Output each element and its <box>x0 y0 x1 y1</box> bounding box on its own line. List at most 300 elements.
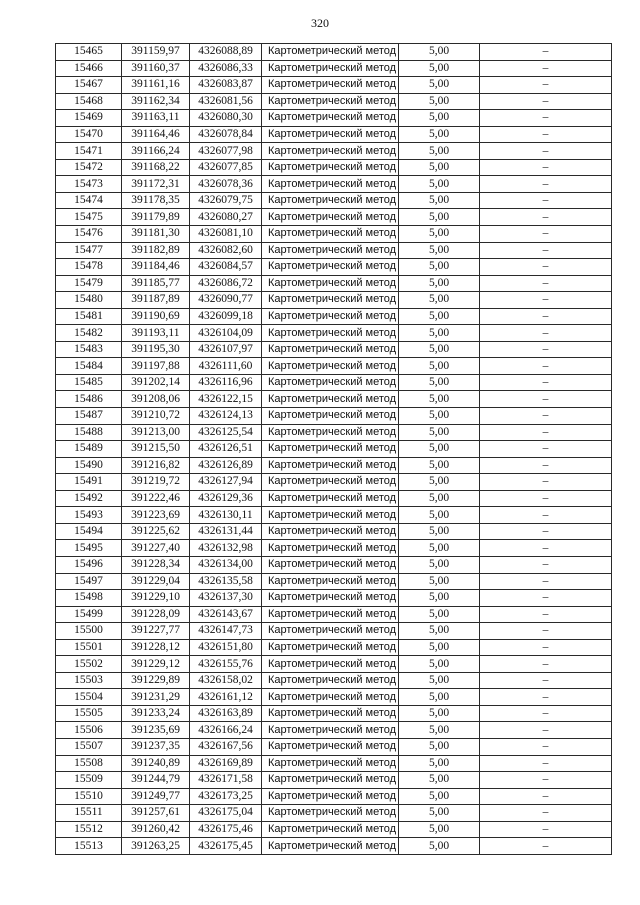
method-cell: Картометрический метод <box>262 93 399 110</box>
point-number-cell: 15467 <box>56 77 122 94</box>
y-coordinate-cell: 4326099,18 <box>190 308 262 325</box>
accuracy-cell: 5,00 <box>399 457 480 474</box>
table-row <box>56 540 612 557</box>
point-number-cell: 15508 <box>56 755 122 772</box>
x-coordinate-cell: 391219,72 <box>122 474 190 491</box>
method-cell: Картометрический метод <box>262 110 399 127</box>
x-coordinate-cell: 391161,16 <box>122 77 190 94</box>
table-row <box>56 408 612 425</box>
method-cell: Картометрический метод <box>262 788 399 805</box>
accuracy-cell: 5,00 <box>399 441 480 458</box>
y-coordinate-cell: 4326173,25 <box>190 788 262 805</box>
point-number-cell: 15509 <box>56 772 122 789</box>
description-cell: – <box>480 176 612 193</box>
description-cell: – <box>480 143 612 160</box>
point-number-cell: 15490 <box>56 457 122 474</box>
accuracy-cell: 5,00 <box>399 672 480 689</box>
table-row <box>56 523 612 540</box>
x-coordinate-cell: 391197,88 <box>122 358 190 375</box>
point-number-cell: 15481 <box>56 308 122 325</box>
accuracy-cell: 5,00 <box>399 738 480 755</box>
accuracy-cell: 5,00 <box>399 341 480 358</box>
table-row <box>56 325 612 342</box>
y-coordinate-cell: 4326086,72 <box>190 275 262 292</box>
table-row <box>56 689 612 706</box>
point-number-cell: 15471 <box>56 143 122 160</box>
method-cell: Картометрический метод <box>262 226 399 243</box>
description-cell: – <box>480 590 612 607</box>
table-row <box>56 292 612 309</box>
accuracy-cell: 5,00 <box>399 606 480 623</box>
point-number-cell: 15475 <box>56 209 122 226</box>
x-coordinate-cell: 391263,25 <box>122 838 190 855</box>
method-cell: Картометрический метод <box>262 176 399 193</box>
description-cell: – <box>480 275 612 292</box>
accuracy-cell: 5,00 <box>399 656 480 673</box>
point-number-cell: 15504 <box>56 689 122 706</box>
description-cell: – <box>480 788 612 805</box>
method-cell: Картометрический метод <box>262 821 399 838</box>
method-cell: Картометрический метод <box>262 358 399 375</box>
x-coordinate-cell: 391195,30 <box>122 341 190 358</box>
point-number-cell: 15474 <box>56 192 122 209</box>
description-cell: – <box>480 507 612 524</box>
page-number: 320 <box>311 16 329 30</box>
method-cell: Картометрический метод <box>262 457 399 474</box>
description-cell: – <box>480 60 612 77</box>
description-cell: – <box>480 772 612 789</box>
x-coordinate-cell: 391162,34 <box>122 93 190 110</box>
y-coordinate-cell: 4326078,84 <box>190 126 262 143</box>
point-number-cell: 15513 <box>56 838 122 855</box>
table-row <box>56 821 612 838</box>
description-cell: – <box>480 77 612 94</box>
table-row <box>56 606 612 623</box>
point-number-cell: 15492 <box>56 490 122 507</box>
y-coordinate-cell: 4326175,45 <box>190 838 262 855</box>
y-coordinate-cell: 4326151,80 <box>190 639 262 656</box>
y-coordinate-cell: 4326129,36 <box>190 490 262 507</box>
y-coordinate-cell: 4326116,96 <box>190 374 262 391</box>
description-cell: – <box>480 738 612 755</box>
accuracy-cell: 5,00 <box>399 60 480 77</box>
x-coordinate-cell: 391215,50 <box>122 441 190 458</box>
accuracy-cell: 5,00 <box>399 705 480 722</box>
y-coordinate-cell: 4326127,94 <box>190 474 262 491</box>
point-number-cell: 15476 <box>56 226 122 243</box>
y-coordinate-cell: 4326088,89 <box>190 44 262 61</box>
accuracy-cell: 5,00 <box>399 192 480 209</box>
accuracy-cell: 5,00 <box>399 490 480 507</box>
description-cell: – <box>480 110 612 127</box>
point-number-cell: 15486 <box>56 391 122 408</box>
point-number-cell: 15489 <box>56 441 122 458</box>
x-coordinate-cell: 391168,22 <box>122 159 190 176</box>
table-row <box>56 590 612 607</box>
accuracy-cell: 5,00 <box>399 623 480 640</box>
point-number-cell: 15478 <box>56 259 122 276</box>
point-number-cell: 15493 <box>56 507 122 524</box>
table-row <box>56 242 612 259</box>
accuracy-cell: 5,00 <box>399 176 480 193</box>
x-coordinate-cell: 391193,11 <box>122 325 190 342</box>
description-cell: – <box>480 457 612 474</box>
description-cell: – <box>480 689 612 706</box>
method-cell: Картометрический метод <box>262 391 399 408</box>
table-row <box>56 474 612 491</box>
description-cell: – <box>480 523 612 540</box>
method-cell: Картометрический метод <box>262 556 399 573</box>
method-cell: Картометрический метод <box>262 275 399 292</box>
x-coordinate-cell: 391223,69 <box>122 507 190 524</box>
method-cell: Картометрический метод <box>262 805 399 822</box>
accuracy-cell: 5,00 <box>399 242 480 259</box>
x-coordinate-cell: 391163,11 <box>122 110 190 127</box>
description-cell: – <box>480 226 612 243</box>
table-row <box>56 705 612 722</box>
method-cell: Картометрический метод <box>262 242 399 259</box>
x-coordinate-cell: 391249,77 <box>122 788 190 805</box>
method-cell: Картометрический метод <box>262 341 399 358</box>
table-row <box>56 507 612 524</box>
method-cell: Картометрический метод <box>262 259 399 276</box>
x-coordinate-cell: 391228,09 <box>122 606 190 623</box>
accuracy-cell: 5,00 <box>399 275 480 292</box>
method-cell: Картометрический метод <box>262 292 399 309</box>
method-cell: Картометрический метод <box>262 838 399 855</box>
point-number-cell: 15484 <box>56 358 122 375</box>
table-row <box>56 44 612 61</box>
method-cell: Картометрический метод <box>262 192 399 209</box>
x-coordinate-cell: 391229,12 <box>122 656 190 673</box>
method-cell: Картометрический метод <box>262 209 399 226</box>
description-cell: – <box>480 44 612 61</box>
x-coordinate-cell: 391227,40 <box>122 540 190 557</box>
point-number-cell: 15469 <box>56 110 122 127</box>
x-coordinate-cell: 391182,89 <box>122 242 190 259</box>
method-cell: Картометрический метод <box>262 77 399 94</box>
method-cell: Картометрический метод <box>262 408 399 425</box>
y-coordinate-cell: 4326077,85 <box>190 159 262 176</box>
table-row <box>56 738 612 755</box>
table-row <box>56 722 612 739</box>
description-cell: – <box>480 308 612 325</box>
description-cell: – <box>480 325 612 342</box>
table-row <box>56 110 612 127</box>
accuracy-cell: 5,00 <box>399 226 480 243</box>
description-cell: – <box>480 838 612 855</box>
table-row <box>56 159 612 176</box>
description-cell: – <box>480 408 612 425</box>
x-coordinate-cell: 391237,35 <box>122 738 190 755</box>
method-cell: Картометрический метод <box>262 126 399 143</box>
x-coordinate-cell: 391210,72 <box>122 408 190 425</box>
y-coordinate-cell: 4326175,46 <box>190 821 262 838</box>
x-coordinate-cell: 391240,89 <box>122 755 190 772</box>
point-number-cell: 15494 <box>56 523 122 540</box>
method-cell: Картометрический метод <box>262 308 399 325</box>
accuracy-cell: 5,00 <box>399 110 480 127</box>
accuracy-cell: 5,00 <box>399 821 480 838</box>
y-coordinate-cell: 4326135,58 <box>190 573 262 590</box>
y-coordinate-cell: 4326126,51 <box>190 441 262 458</box>
point-number-cell: 15498 <box>56 590 122 607</box>
method-cell: Картометрический метод <box>262 540 399 557</box>
description-cell: – <box>480 441 612 458</box>
method-cell: Картометрический метод <box>262 772 399 789</box>
table-row <box>56 623 612 640</box>
table-row <box>56 358 612 375</box>
y-coordinate-cell: 4326124,13 <box>190 408 262 425</box>
accuracy-cell: 5,00 <box>399 523 480 540</box>
point-number-cell: 15511 <box>56 805 122 822</box>
accuracy-cell: 5,00 <box>399 805 480 822</box>
x-coordinate-cell: 391160,37 <box>122 60 190 77</box>
point-number-cell: 15485 <box>56 374 122 391</box>
accuracy-cell: 5,00 <box>399 590 480 607</box>
x-coordinate-cell: 391187,89 <box>122 292 190 309</box>
x-coordinate-cell: 391216,82 <box>122 457 190 474</box>
method-cell: Картометрический метод <box>262 523 399 540</box>
y-coordinate-cell: 4326077,98 <box>190 143 262 160</box>
x-coordinate-cell: 391229,04 <box>122 573 190 590</box>
method-cell: Картометрический метод <box>262 474 399 491</box>
y-coordinate-cell: 4326122,15 <box>190 391 262 408</box>
point-number-cell: 15499 <box>56 606 122 623</box>
description-cell: – <box>480 821 612 838</box>
point-number-cell: 15497 <box>56 573 122 590</box>
y-coordinate-cell: 4326078,36 <box>190 176 262 193</box>
point-number-cell: 15470 <box>56 126 122 143</box>
point-number-cell: 15506 <box>56 722 122 739</box>
x-coordinate-cell: 391190,69 <box>122 308 190 325</box>
table-row <box>56 424 612 441</box>
table-row <box>56 805 612 822</box>
description-cell: – <box>480 656 612 673</box>
table-row <box>56 60 612 77</box>
description-cell: – <box>480 374 612 391</box>
description-cell: – <box>480 341 612 358</box>
y-coordinate-cell: 4326080,27 <box>190 209 262 226</box>
description-cell: – <box>480 705 612 722</box>
x-coordinate-cell: 391166,24 <box>122 143 190 160</box>
table-row <box>56 209 612 226</box>
y-coordinate-cell: 4326081,56 <box>190 93 262 110</box>
y-coordinate-cell: 4326134,00 <box>190 556 262 573</box>
x-coordinate-cell: 391229,89 <box>122 672 190 689</box>
y-coordinate-cell: 4326082,60 <box>190 242 262 259</box>
description-cell: – <box>480 126 612 143</box>
description-cell: – <box>480 606 612 623</box>
x-coordinate-cell: 391179,89 <box>122 209 190 226</box>
y-coordinate-cell: 4326090,77 <box>190 292 262 309</box>
accuracy-cell: 5,00 <box>399 639 480 656</box>
x-coordinate-cell: 391228,34 <box>122 556 190 573</box>
description-cell: – <box>480 490 612 507</box>
method-cell: Картометрический метод <box>262 689 399 706</box>
method-cell: Картометрический метод <box>262 590 399 607</box>
description-cell: – <box>480 259 612 276</box>
table-row <box>56 126 612 143</box>
point-number-cell: 15465 <box>56 44 122 61</box>
point-number-cell: 15482 <box>56 325 122 342</box>
accuracy-cell: 5,00 <box>399 358 480 375</box>
coordinates-table-body <box>56 44 612 855</box>
accuracy-cell: 5,00 <box>399 93 480 110</box>
method-cell: Картометрический метод <box>262 755 399 772</box>
x-coordinate-cell: 391164,46 <box>122 126 190 143</box>
x-coordinate-cell: 391208,06 <box>122 391 190 408</box>
description-cell: – <box>480 639 612 656</box>
table-row <box>56 374 612 391</box>
accuracy-cell: 5,00 <box>399 143 480 160</box>
x-coordinate-cell: 391229,10 <box>122 590 190 607</box>
table-row <box>56 341 612 358</box>
x-coordinate-cell: 391213,00 <box>122 424 190 441</box>
accuracy-cell: 5,00 <box>399 722 480 739</box>
table-row <box>56 259 612 276</box>
x-coordinate-cell: 391181,30 <box>122 226 190 243</box>
x-coordinate-cell: 391184,46 <box>122 259 190 276</box>
y-coordinate-cell: 4326175,04 <box>190 805 262 822</box>
accuracy-cell: 5,00 <box>399 507 480 524</box>
y-coordinate-cell: 4326163,89 <box>190 705 262 722</box>
description-cell: – <box>480 672 612 689</box>
accuracy-cell: 5,00 <box>399 788 480 805</box>
description-cell: – <box>480 159 612 176</box>
accuracy-cell: 5,00 <box>399 689 480 706</box>
y-coordinate-cell: 4326080,30 <box>190 110 262 127</box>
description-cell: – <box>480 805 612 822</box>
point-number-cell: 15501 <box>56 639 122 656</box>
y-coordinate-cell: 4326079,75 <box>190 192 262 209</box>
y-coordinate-cell: 4326161,12 <box>190 689 262 706</box>
accuracy-cell: 5,00 <box>399 391 480 408</box>
point-number-cell: 15502 <box>56 656 122 673</box>
point-number-cell: 15487 <box>56 408 122 425</box>
x-coordinate-cell: 391178,35 <box>122 192 190 209</box>
accuracy-cell: 5,00 <box>399 292 480 309</box>
point-number-cell: 15473 <box>56 176 122 193</box>
point-number-cell: 15468 <box>56 93 122 110</box>
y-coordinate-cell: 4326130,11 <box>190 507 262 524</box>
description-cell: – <box>480 540 612 557</box>
method-cell: Картометрический метод <box>262 656 399 673</box>
x-coordinate-cell: 391225,62 <box>122 523 190 540</box>
method-cell: Картометрический метод <box>262 672 399 689</box>
x-coordinate-cell: 391260,42 <box>122 821 190 838</box>
method-cell: Картометрический метод <box>262 722 399 739</box>
x-coordinate-cell: 391233,24 <box>122 705 190 722</box>
accuracy-cell: 5,00 <box>399 126 480 143</box>
y-coordinate-cell: 4326081,10 <box>190 226 262 243</box>
point-number-cell: 15496 <box>56 556 122 573</box>
point-number-cell: 15507 <box>56 738 122 755</box>
description-cell: – <box>480 474 612 491</box>
description-cell: – <box>480 93 612 110</box>
table-row <box>56 391 612 408</box>
table-row <box>56 176 612 193</box>
table-row <box>56 490 612 507</box>
table-row <box>56 755 612 772</box>
accuracy-cell: 5,00 <box>399 424 480 441</box>
point-number-cell: 15472 <box>56 159 122 176</box>
accuracy-cell: 5,00 <box>399 44 480 61</box>
point-number-cell: 15512 <box>56 821 122 838</box>
table-row <box>56 192 612 209</box>
table-row <box>56 672 612 689</box>
x-coordinate-cell: 391172,31 <box>122 176 190 193</box>
accuracy-cell: 5,00 <box>399 772 480 789</box>
y-coordinate-cell: 4326104,09 <box>190 325 262 342</box>
description-cell: – <box>480 556 612 573</box>
table-row <box>56 93 612 110</box>
accuracy-cell: 5,00 <box>399 838 480 855</box>
x-coordinate-cell: 391227,77 <box>122 623 190 640</box>
table-row <box>56 226 612 243</box>
method-cell: Картометрический метод <box>262 573 399 590</box>
x-coordinate-cell: 391159,97 <box>122 44 190 61</box>
table-row <box>56 788 612 805</box>
y-coordinate-cell: 4326155,76 <box>190 656 262 673</box>
description-cell: – <box>480 209 612 226</box>
y-coordinate-cell: 4326143,67 <box>190 606 262 623</box>
method-cell: Картометрический метод <box>262 424 399 441</box>
point-number-cell: 15480 <box>56 292 122 309</box>
method-cell: Картометрический метод <box>262 143 399 160</box>
accuracy-cell: 5,00 <box>399 259 480 276</box>
coordinates-table <box>55 43 612 855</box>
y-coordinate-cell: 4326107,97 <box>190 341 262 358</box>
point-number-cell: 15503 <box>56 672 122 689</box>
method-cell: Картометрический метод <box>262 606 399 623</box>
point-number-cell: 15491 <box>56 474 122 491</box>
x-coordinate-cell: 391257,61 <box>122 805 190 822</box>
description-cell: – <box>480 755 612 772</box>
method-cell: Картометрический метод <box>262 705 399 722</box>
point-number-cell: 15510 <box>56 788 122 805</box>
method-cell: Картометрический метод <box>262 374 399 391</box>
y-coordinate-cell: 4326084,57 <box>190 259 262 276</box>
y-coordinate-cell: 4326111,60 <box>190 358 262 375</box>
y-coordinate-cell: 4326132,98 <box>190 540 262 557</box>
description-cell: – <box>480 192 612 209</box>
y-coordinate-cell: 4326147,73 <box>190 623 262 640</box>
y-coordinate-cell: 4326169,89 <box>190 755 262 772</box>
y-coordinate-cell: 4326166,24 <box>190 722 262 739</box>
method-cell: Картометрический метод <box>262 490 399 507</box>
point-number-cell: 15500 <box>56 623 122 640</box>
y-coordinate-cell: 4326125,54 <box>190 424 262 441</box>
method-cell: Картометрический метод <box>262 60 399 77</box>
table-row <box>56 772 612 789</box>
method-cell: Картометрический метод <box>262 441 399 458</box>
table-row <box>56 77 612 94</box>
point-number-cell: 15466 <box>56 60 122 77</box>
method-cell: Картометрический метод <box>262 325 399 342</box>
accuracy-cell: 5,00 <box>399 408 480 425</box>
accuracy-cell: 5,00 <box>399 540 480 557</box>
point-number-cell: 15479 <box>56 275 122 292</box>
accuracy-cell: 5,00 <box>399 573 480 590</box>
table-row <box>56 143 612 160</box>
table-row <box>56 573 612 590</box>
method-cell: Картометрический метод <box>262 507 399 524</box>
y-coordinate-cell: 4326158,02 <box>190 672 262 689</box>
table-row <box>56 656 612 673</box>
accuracy-cell: 5,00 <box>399 374 480 391</box>
y-coordinate-cell: 4326171,58 <box>190 772 262 789</box>
